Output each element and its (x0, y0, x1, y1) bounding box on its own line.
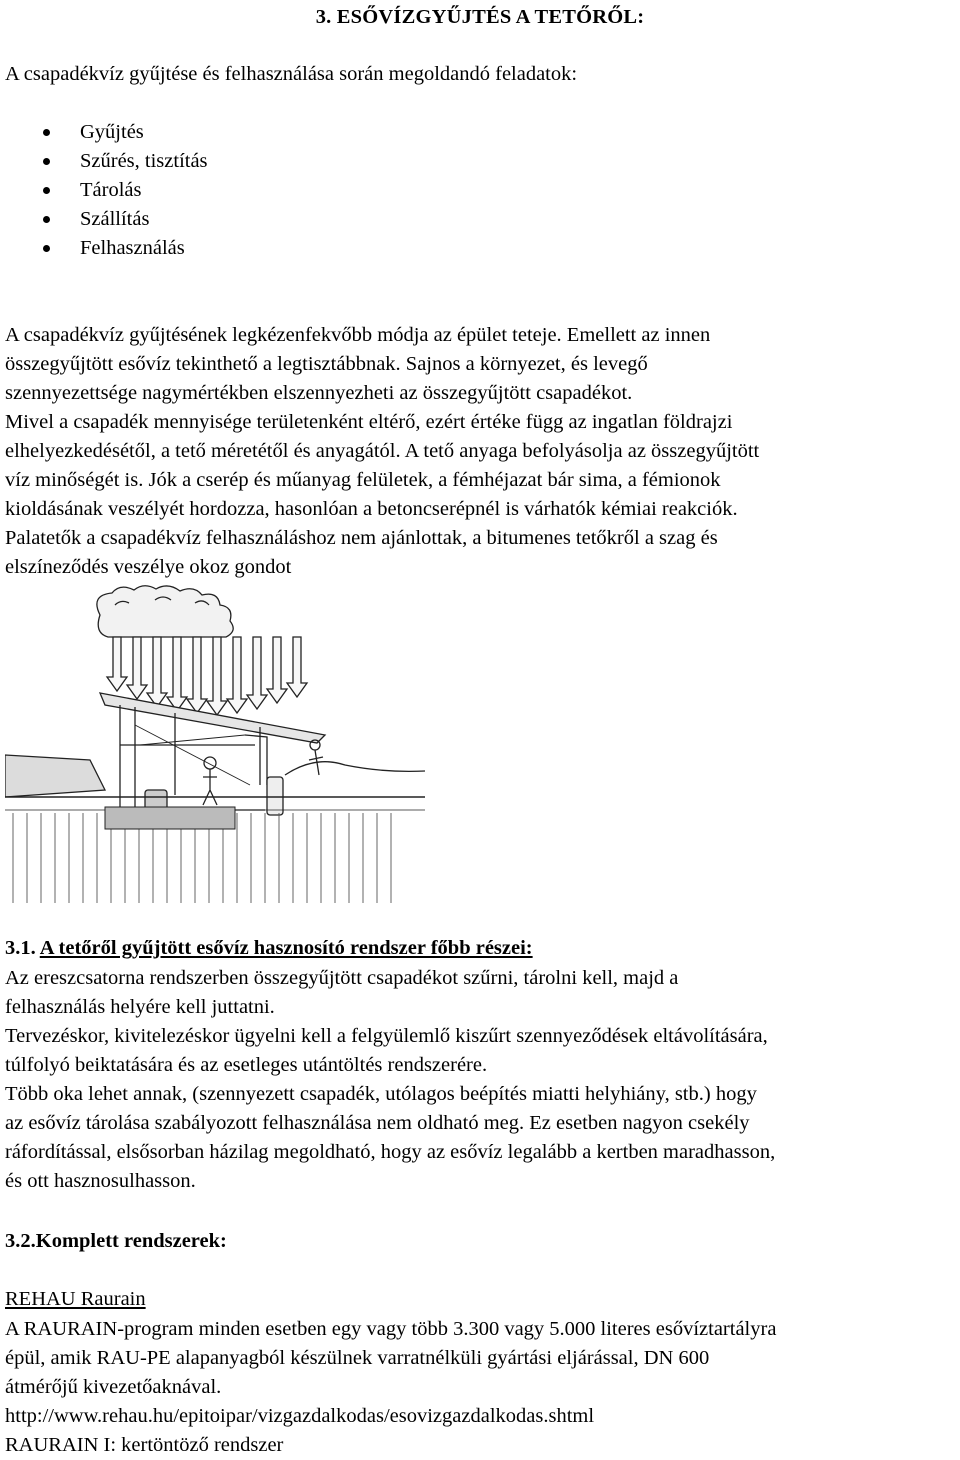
section-3-1-heading: 3.1. A tetőről gyűjtött esővíz hasznosító rendszer főbb részei: (5, 937, 533, 959)
list-item: Tárolás (5, 176, 208, 205)
bullet-icon (43, 216, 50, 223)
list-item: Szűrés, tisztítás (5, 147, 208, 176)
bullet-icon (43, 129, 50, 136)
section-3-2-heading: 3.2.Komplett rendszerek: (5, 1230, 227, 1252)
list-item: Szállítás (5, 205, 208, 234)
page-title: 3. ESŐVÍZGYŰJTÉS A TETŐRŐL: (315, 6, 645, 28)
list-item: Gyűjtés (5, 118, 208, 147)
rehau-url-link[interactable]: http://www.rehau.hu/epitoipar/vizgazdalkodas/esovizgazdalkodas.shtml (5, 1405, 595, 1427)
section-3-2-text: A RAURAIN-program minden esetben egy vagy több 3.300 vagy 5.000 literes esővíztartályra épül, amik RAU-PE alapanyagból készülnek varratnélküli gyártási eljárással, DN 600 átmérőjű kivezetőaknával. (5, 1318, 777, 1398)
raurain-subtitle: RAURAIN I: kertöntöző rendszer (5, 1434, 284, 1456)
section-3-1-text: Az ereszcsatorna rendszerben összegyűjtött csapadékot szűrni, tárolni kell, majd a felhasználás helyére kell juttatni. Tervezéskor, kivitelezéskor ügyelni kell a felgyülemlő kiszűrt szennyeződések eltávolítására, túlfolyó beiktatására és az esetleges utántöltés rendszerére. Több oka lehet annak, (szennyezett csapadék, utólagos beépítés miatti helyhiány, stb.) hogy az esővíz tárolása szabályozott felhasználása nem oldható meg. Ez esetben nagyon csekély ráfordítással, elsősorban házilag megoldható, hogy az esővíz legalább a kertben maradhasson, és ott hasznosulhasson. (5, 967, 776, 1192)
bullet-icon (43, 158, 50, 165)
paragraph-roof-collection: A csapadékvíz gyűjtésének legkézenfekvőbb módja az épület teteje. Emellett az innen összegyűjtött esővíz tekinthető a legtisztábbnak. Sajnos a környezet, és levegő szennyezettsége nagymértékben elszennyezheti az összegyűjtött csapadékot. Mivel a csapadék mennyisége területenként eltérő, ezért értéke függ az ingatlan földrajzi elhelyezkedésétől, a tető méretétől és anyagától. A tető anyaga befolyásolja az összegyűjtött víz minőségét is. Jók a cserép és műanyag felületek, a fémhéjazat bár sima, a fémionok kioldásának veszélyét hordozza, hasonlóan a betoncserépnél is várhatók kémiai reakciók. Palatetők a csapadékvíz felhasználáshoz nem ajánlottak, a bitumenes tetőkről a szag és elszíneződés veszélye okoz gondot (5, 324, 760, 578)
product-title: REHAU Raurain (5, 1288, 146, 1310)
task-list (5, 118, 208, 263)
list-item: Felhasználás (5, 234, 208, 263)
intro-text: A csapadékvíz gyűjtése és felhasználása során megoldandó feladatok: (5, 63, 578, 85)
bullet-icon (43, 187, 50, 194)
bullet-icon (43, 245, 50, 252)
rainwater-house-illustration (5, 585, 425, 905)
